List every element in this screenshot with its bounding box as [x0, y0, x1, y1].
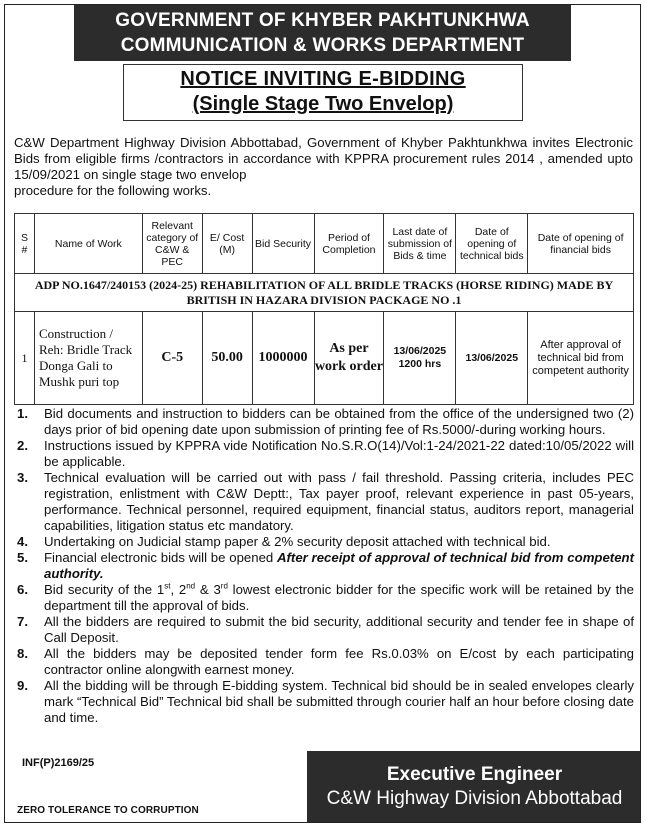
signature-office: C&W Highway Division Abbottabad: [326, 788, 623, 809]
cell-tech-open: 13/06/2025: [456, 312, 528, 405]
header-category: Relevant category of C&W & PEC: [142, 214, 202, 274]
header-security: Bid Security: [252, 214, 314, 274]
note-text: All the bidders are required to submit the bid security, additional security and tender fee in shape of Call Deposit.: [44, 614, 634, 645]
note-text: Instructions issued by KPPRA vide Notification No.S.R.O(14)/Vol:1-24/2021-22 dated:10/05/2022 will be applicable.: [44, 438, 634, 469]
header-department: COMMUNICATION & WORKS DEPARTMENT: [120, 35, 525, 56]
note-number: 4.: [17, 534, 28, 549]
signature-band: [307, 751, 641, 823]
list-item: [14, 614, 634, 646]
header-tech-open: Date of opening of technical bids: [456, 214, 528, 274]
cell-last-date: [384, 312, 456, 405]
ordinal-suffix: st: [164, 581, 171, 591]
title-box: [123, 64, 523, 121]
notice-page: [4, 4, 641, 823]
note-number: 9.: [17, 678, 28, 693]
zero-tolerance-text: ZERO TOLERANCE TO CORRUPTION: [17, 805, 199, 816]
notice-title: NOTICE INVITING E-BIDDING: [180, 68, 466, 90]
note-number: 7.: [17, 614, 28, 629]
list-item: [14, 678, 634, 726]
note-number: 1.: [17, 406, 28, 421]
note-text: , 2: [170, 582, 187, 597]
list-item: [14, 406, 634, 438]
works-table: [14, 213, 634, 405]
note-number: 5.: [17, 550, 28, 565]
inf-number: INF(P)2169/25: [22, 757, 95, 769]
cell-category: C-5: [142, 312, 202, 405]
cell-last-date-value: 13/06/2025: [393, 345, 447, 357]
table-row: [15, 312, 634, 405]
note-text: lowest electronic bidder for the specific work will be retained by the department till the approval of bids.: [44, 582, 634, 613]
list-item: [14, 582, 634, 614]
note-text: & 3: [195, 582, 221, 597]
intro-last-line: procedure for the following works.: [14, 183, 212, 198]
note-text: Financial electronic bids will be opened: [44, 550, 278, 565]
note-number: 8.: [17, 646, 28, 661]
list-item: [14, 646, 634, 678]
note-text: Bid security of the 1: [44, 582, 165, 597]
header-band: [74, 5, 571, 61]
note-text: Undertaking on Judicial stamp paper & 2% security deposit attached with technical bid.: [44, 534, 551, 549]
cell-cost: 50.00: [202, 312, 252, 405]
cell-period: As per work order: [314, 312, 384, 405]
header-government: GOVERNMENT OF KHYBER PAKHTUNKHWA: [115, 10, 530, 31]
ordinal-suffix: nd: [186, 581, 196, 591]
notice-subtitle: (Single Stage Two Envelop): [192, 93, 454, 115]
intro-text: C&W Department Highway Division Abbottabad, Government of Khyber Pakhtunkhwa invites Electronic Bids from eligible firms /contractors in accordance with KPPRA procurement rules 2014 , amended upto 15/09/2021 on single stage two envelop: [14, 135, 633, 182]
adp-row: [15, 274, 634, 312]
intro-paragraph: [14, 135, 633, 199]
cell-sr: 1: [15, 312, 35, 405]
cell-name: Construction / Reh: Bridle Track Donga Gali to Mushk puri top: [34, 312, 142, 405]
cell-fin-open: After approval of technical bid from competent authority: [528, 312, 634, 405]
adp-text: ADP NO.1647/240153 (2024-25) REHABILITATION OF ALL BRIDLE TRACKS (HORSE RIDING) MADE BY BRITISH IN HAZARA DIVISION PACKAGE NO .1: [15, 274, 634, 312]
header-cost: E/ Cost (M): [202, 214, 252, 274]
note-number: 6.: [17, 582, 28, 597]
header-last-date: Last date of submission of Bids & time: [384, 214, 456, 274]
note-text: Bid documents and instruction to bidders can be obtained from the office of the undersigned two (2) days prior of bid opening date upon submission of printing fee of Rs.5000/-during working hours.: [44, 406, 634, 437]
header-sr: S #: [15, 214, 35, 274]
header-fin-open: Date of opening of financial bids: [528, 214, 634, 274]
table-header-row: [15, 214, 634, 274]
list-item: [14, 534, 634, 550]
cell-last-time-value: 1200 hrs: [398, 358, 442, 370]
note-number: 3.: [17, 470, 28, 485]
header-period: Period of Completion: [314, 214, 384, 274]
cell-security: 1000000: [252, 312, 314, 405]
list-item: [14, 438, 634, 470]
list-item: [14, 470, 634, 534]
note-text: All the bidders may be deposited tender form fee Rs.0.03% on E/cost by each participating contractor online alongwith earnest money.: [44, 646, 634, 677]
ordinal-suffix: rd: [220, 581, 228, 591]
notes-list: [14, 406, 634, 726]
note-number: 2.: [17, 438, 28, 453]
note-emphasis: After receipt of approval of technical bid from competent authority.: [44, 550, 634, 581]
note-text: All the bidding will be through E-bidding system. Technical bid should be in sealed envelopes clearly mark “Technical Bid” Technical bid shall be submitted through courier half an hour before closing date and time.: [44, 678, 634, 725]
note-text: Technical evaluation will be carried out with pass / fail threshold. Passing criteria, includes PEC registration, enlistment with C&W Deptt:, Tax payer proof, relevant experience in past 05-years, performance. Technical personnel, required equipment, financial status, auditors report, managerial capabilities, litigation status etc mandatory.: [44, 470, 634, 533]
header-name: Name of Work: [34, 214, 142, 274]
list-item: [14, 550, 634, 582]
signature-title: Executive Engineer: [386, 764, 563, 785]
